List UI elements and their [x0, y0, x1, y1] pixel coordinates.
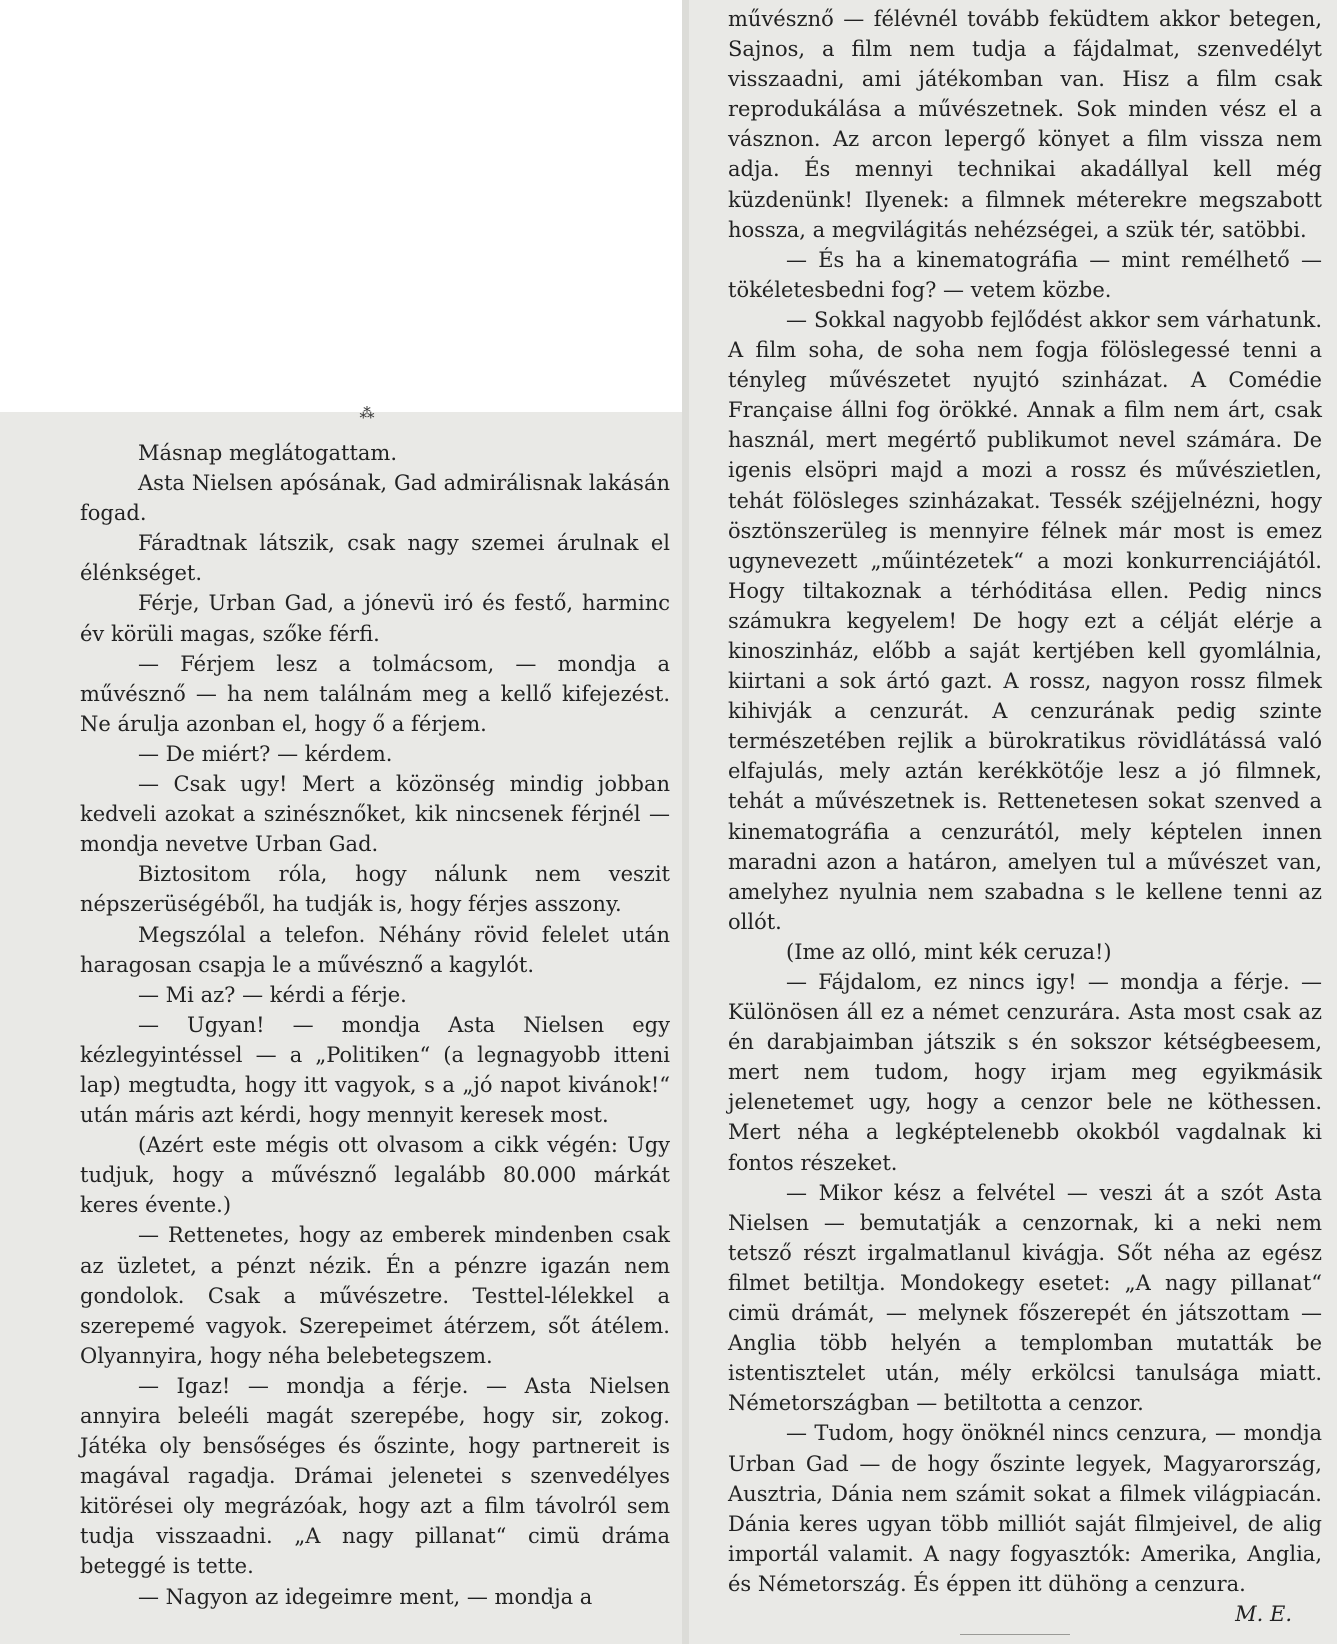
paragraph: — Mi az? — kérdi a férje.: [138, 982, 407, 1007]
left-column: [80, 438, 670, 1612]
paragraph: — Nagyon az idegeimre ment, — mondja a: [138, 1584, 593, 1609]
paragraph: — Ugyan! — mondja Asta Nielsen egy kézlegyintéssel — a „Politiken“ (a legnagyobb itteni lap) megtudta, hogy itt vagyok, s a „jó napot kivánok!“ után máris azt kérdi, hogy mennyit keresek most.: [80, 1012, 670, 1128]
paragraph: Biztositom róla, hogy nálunk nem veszit népszerüségéből, ha tudják is, hogy férjes asszony.: [80, 862, 670, 917]
author-signature: M. E.: [1235, 1601, 1292, 1626]
paragraph: Fáradtnak látszik, csak nagy szemei árulnak el élénkséget.: [80, 531, 670, 586]
column-gutter: [682, 0, 689, 1644]
paragraph: — Igaz! — mondja a férje. — Asta Nielsen annyira beleéli magát szerepébe, hogy sir, zokog. Játéka oly bensőséges és őszinte, hogy partnereit is magával ragadja. Drámai jelenetei s szenvedélyes kitörései oly megrázóak, hogy azt a film távolról sem tudja visszaadni. „A nagy pillanat“ cimü dráma beteggé is tette.: [80, 1373, 670, 1579]
right-column: [728, 4, 1322, 1629]
paragraph: (Ime az olló, mint kék ceruza!): [786, 939, 1112, 964]
paragraph: — Csak ugy! Mert a közönség mindig jobban kedveli azokat a szinésznőket, kik nincsenek férjnél — mondja nevetve Urban Gad.: [80, 772, 670, 857]
paragraph: Megszólal a telefon. Néhány rövid felelet után haragosan csapja le a művésznő a kagylót.: [80, 922, 670, 977]
paragraph: (Azért este mégis ott olvasom a cikk végén: Ugy tudjuk, hogy a művésznő legalább 80.000 márkát keres évente.): [80, 1133, 670, 1218]
paragraph: — Fájdalom, ez nincs igy! — mondja a férje. — Különösen áll ez a német cenzurára. Asta most csak az én darabjaimban játszik s én sokszor kétségbeesem, mert nem tudom, hogy irjam meg egyikmásik jelenetemet ugy, hogy a cenzor bele ne köthessen. Mert néha a legképtelenebb okokból vagdalnak ki fontos részeket.: [728, 970, 1322, 1175]
paragraph: Másnap meglátogattam.: [138, 441, 398, 465]
paragraph: Férje, Urban Gad, a jónevü iró és festő, harminc év körüli magas, szőke férfi.: [80, 591, 670, 646]
bottom-rule: [960, 1634, 1070, 1635]
paragraph: — De miért? — kérdem.: [138, 741, 393, 766]
paragraph: Asta Nielsen apósának, Gad admirálisnak lakásán fogad.: [80, 471, 670, 526]
paragraph: — Mikor kész a felvétel — veszi át a szót Asta Nielsen — bemutatják a cenzornak, ki a neki nem tetsző részt irgalmatlanul kivágja. Sőt néha az egész filmet betiltja. Mondokegy esetet: „A nagy pillanat“ cimü drámát, — melynek főszerepét én játszottam — Anglia több helyén a templomban mutatták be istentisztelet után, mély erkölcsi tanulsága miatt. Németországban — betiltotta a cenzor.: [728, 1180, 1322, 1416]
paragraph: — Rettenetes, hogy az emberek mindenben csak az üzletet, a pénzt nézik. Én a pénzre igazán nem gondolok. Csak a művészetre. Testtel-lélekkel a szerepemé vagyok. Szerepeimet átérzem, sőt átélem. Olyannyira, hogy néha belebetegszem.: [80, 1223, 670, 1368]
paragraph: művésznő — félévnél tovább feküdtem akkor betegen, Sajnos, a film nem tudja a fájdalmat, szenvedélyt visszaadni, ami játékomban van. Hisz a film csak reprodukálása a művészetnek. Sok minden vész el a vásznon. Az arcon lepergő könyet a film vissza nem adja. És mennyi technikai akadállyal kell még küzdenünk! Ilyenek: a filmnek méterekre megszabott hossza, a megvilágitás nehézségei, a szük tér, satöbbi.: [728, 7, 1322, 242]
paragraph: — És ha a kinematográfia — mint remélhető — tökéletesbedni fog? — vetem közbe.: [728, 247, 1322, 302]
section-separator: ⁂: [359, 404, 381, 422]
paragraph: — Tudom, hogy önöknél nincs cenzura, — mondja Urban Gad — de hogy őszinte legyek, Magyarország, Ausztria, Dánia nem számit sokat a filmek világpiacán. Dánia keres ugyan több milliót saját filmjeivel, de alig importál valamit. A nagy fogyasztók: Amerika, Anglia, és Németország. És éppen itt dühöng a cenzura. M. E.: [728, 1418, 1322, 1599]
blank-area: [0, 0, 683, 412]
paragraph: — Férjem lesz a tolmácsom, — mondja a művésznő — ha nem találnám meg a kellő kifejezést. Ne árulja azonban el, hogy ő a férjem.: [80, 651, 670, 736]
paragraph: — Sokkal nagyobb fejlődést akkor sem várhatunk. A film soha, de soha nem fogja fölöslegessé tenni a tényleg művészetet nyujtó szinházat. A Comédie Française állni fog örökké. Annak a film nem árt, csak használ, mert megértő publikumot nevel számára. De igenis elsöpri majd a mozi a rossz és művészietlen, tehát fölösleges szinházakat. Tessék széjjelnézni, hogy ösztönszerüleg is mennyire félnek már most is emez ugynevezett „műintézetek“ a mozi konkurrenciájától. Hogy tiltakoznak a térhóditása ellen. Pedig nincs számukra kegyelem! De hogy ezt a célját elérje a kinoszinház, előbb a saját kertjében kell gyomlálnia, kiirtani a sok ártó gazt. A rossz, nagyon rossz filmek kihivják a cenzurát. A cenzurának pedig szinte természetében rejlik a bürokratikus rövidlátássá való elfajulás, mely aztán kerékkötője lesz a jó filmnek, tehát a művészetnek is. Rettenetesen sokat szenved a kinematográfia a cenzurától, mely képtelen innen maradni azon a határon, amelyen tul a művészet van, amelyhez nyulnia nem szabadna s le kellene tenni az ollót.: [728, 307, 1322, 934]
